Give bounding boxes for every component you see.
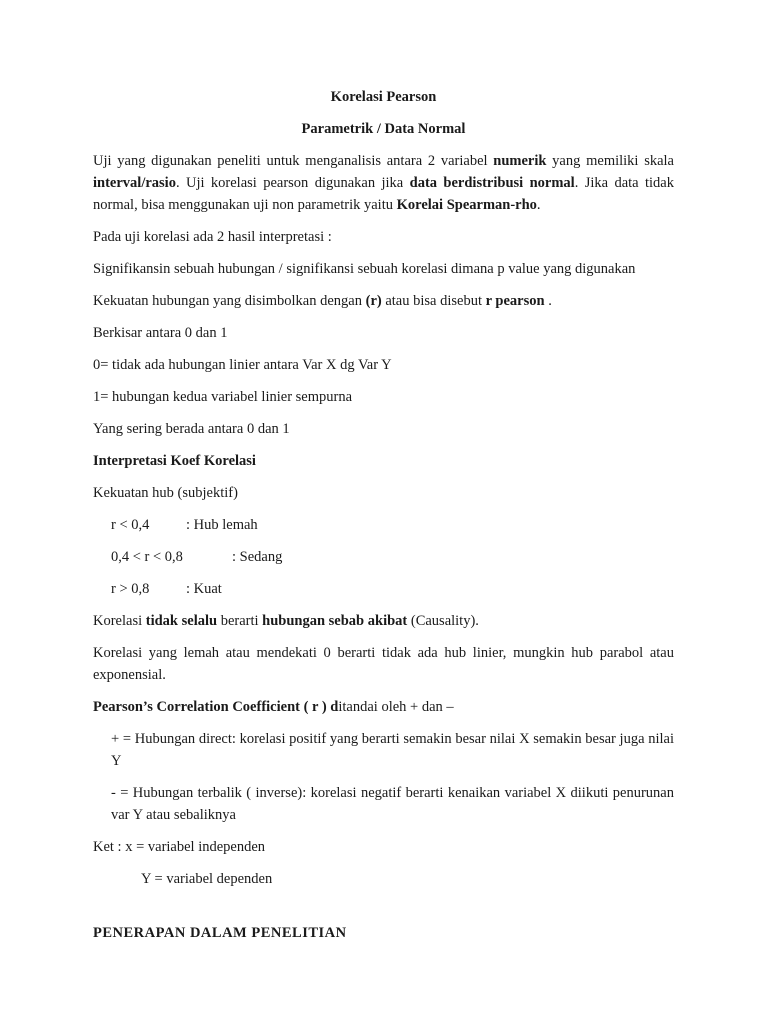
interpretation-heading-text: Interpretasi Koef Korelasi (93, 453, 256, 469)
range-condition: r > 0,8 (111, 581, 150, 597)
causality-text-2: berarti (217, 613, 263, 629)
range-row-medium (93, 546, 674, 568)
strength-text-1: Kekuatan hubungan yang disimbolkan dengan (93, 293, 366, 309)
range-line: Berkisar antara 0 dan 1 (93, 325, 228, 341)
intro-text-2: yang memiliki skala (546, 153, 674, 169)
range-row-weak (93, 514, 674, 536)
causality-bold-1: tidak selalu (145, 613, 218, 629)
intro-paragraph (93, 150, 674, 216)
one-line: 1= hubungan kedua variabel linier sempurna (93, 389, 353, 405)
range-condition: 0,4 < r < 0,8 (111, 549, 183, 565)
intro-bold-4: Korelai Spearman-rho (396, 197, 537, 213)
intro-bold-2: interval/rasio (93, 175, 176, 191)
causality-bold-2: hubungan sebab akibat (262, 613, 408, 629)
range-label: : Hub lemah (186, 517, 258, 533)
zero-line: 0= tidak ada hubungan linier antara Var X dg Var Y (93, 357, 392, 373)
causality-paragraph (93, 610, 674, 632)
ket-y-line: Y = variabel dependen (141, 871, 273, 887)
application-heading: PENERAPAN DALAM PENELITIAN (93, 925, 347, 941)
significance-paragraph: Signifikansin sebuah hubungan / signifikansi sebuah korelasi dimana p value yang digunakan (93, 261, 636, 277)
document-page (93, 86, 674, 944)
strength-bold-1: (r) (365, 293, 382, 309)
range-label: : Kuat (186, 581, 222, 597)
range-row-strong (93, 578, 674, 600)
strength-bold-2: r pearson (485, 293, 545, 309)
intro-text-1: Uji yang digunakan peneliti untuk menganalisis antara 2 variabel (93, 153, 494, 169)
document-title: Korelasi Pearson (330, 89, 437, 105)
range-condition: r < 0,4 (111, 517, 150, 533)
weak-correlation-paragraph: Korelasi yang lemah atau mendekati 0 berarti tidak ada hub linier, mungkin hub parabol atau exponensial. (93, 645, 674, 683)
pearson-coefficient-text: itandai oleh + dan – (338, 699, 454, 715)
negative-relation-paragraph: - = Hubungan terbalik ( inverse): korelasi negatif berarti kenaikan variabel X diikuti penurunan var Y atau sebaliknya (111, 785, 674, 823)
pearson-coefficient-bold: Pearson’s Correlation Coefficient ( r ) d (93, 699, 339, 715)
strength-text-2: atau bisa disebut (381, 293, 486, 309)
subjective-line: Kekuatan hub (subjektif) (93, 485, 238, 501)
intro-text-3: . Uji korelasi pearson digunakan jika (175, 175, 410, 191)
intro-bold-1: numerik (493, 153, 547, 169)
range-label: : Sedang (232, 549, 283, 565)
causality-text-1: Korelasi (93, 613, 146, 629)
causality-text-3: (Causality). (407, 613, 479, 629)
intro-text-4: . Jika data tidak normal, bisa menggunakan uji non parametrik yaitu (93, 175, 674, 213)
strength-text-3: . (544, 293, 552, 309)
pearson-coefficient-line (93, 696, 674, 718)
interpretation-intro: Pada uji korelasi ada 2 hasil interpretasi : (93, 229, 332, 245)
positive-relation-paragraph: + = Hubungan direct: korelasi positif yang berarti semakin besar nilai X semakin besar juga nilai Y (111, 731, 674, 769)
intro-text-5: . (536, 197, 541, 213)
document-subtitle: Parametrik / Data Normal (301, 121, 466, 137)
strength-paragraph (93, 290, 674, 312)
often-line: Yang sering berada antara 0 dan 1 (93, 421, 290, 437)
intro-bold-3: data berdistribusi normal (409, 175, 575, 191)
interpretation-heading (93, 450, 674, 472)
ket-x-line: Ket : x = variabel independen (93, 839, 266, 855)
